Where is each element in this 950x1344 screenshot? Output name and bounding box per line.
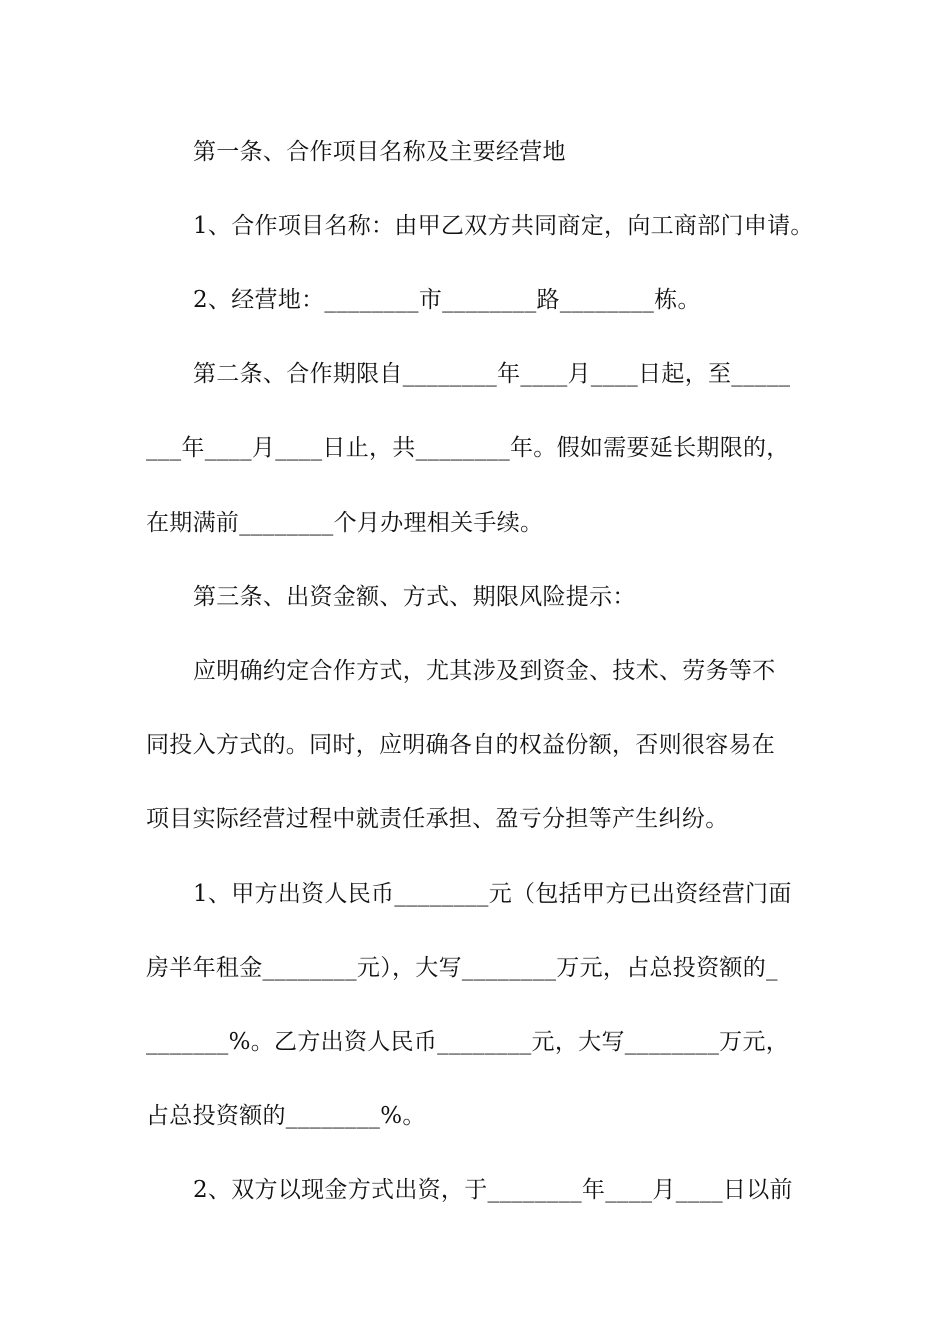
risk-note-line-1: 应明确约定合作方式，尤其涉及到资金、技术、劳务等不 [193,658,776,684]
cash-contribution-clause: 2、双方以现金方式出资，于________年____月____日以前 [193,1177,793,1203]
article-1-heading: 第一条、合作项目名称及主要经营地 [193,139,566,165]
capital-clause-line-3: _______%。乙方出资人民币________元，大写________万元， [146,1029,790,1055]
article-2-line-3: 在期满前________个月办理相关手续。 [146,510,544,536]
project-name-clause: 1、合作项目名称：由甲乙双方共同商定，向工商部门申请。 [193,213,814,239]
capital-clause-line-1: 1、甲方出资人民币________元（包括甲方已出资经营门面 [193,881,792,907]
capital-clause-line-2: 房半年租金________元），大写________万元，占总投资额的_ [146,955,778,981]
article-3-heading: 第三条、出资金额、方式、期限风险提示： [193,584,636,610]
capital-clause-line-4: 占总投资额的________%。 [146,1103,426,1129]
risk-note-line-3: 项目实际经营过程中就责任承担、盈亏分担等产生纠纷。 [146,806,729,832]
risk-note-line-2: 同投入方式的。同时，应明确各自的权益份额，否则很容易在 [146,732,776,758]
article-2-line-1: 第二条、合作期限自________年____月____日起，至_____ [193,361,791,387]
business-location-clause: 2、经营地：________市________路________栋。 [193,287,701,313]
article-2-line-2: ___年____月____日止，共________年。假如需要延长期限的， [146,435,790,461]
